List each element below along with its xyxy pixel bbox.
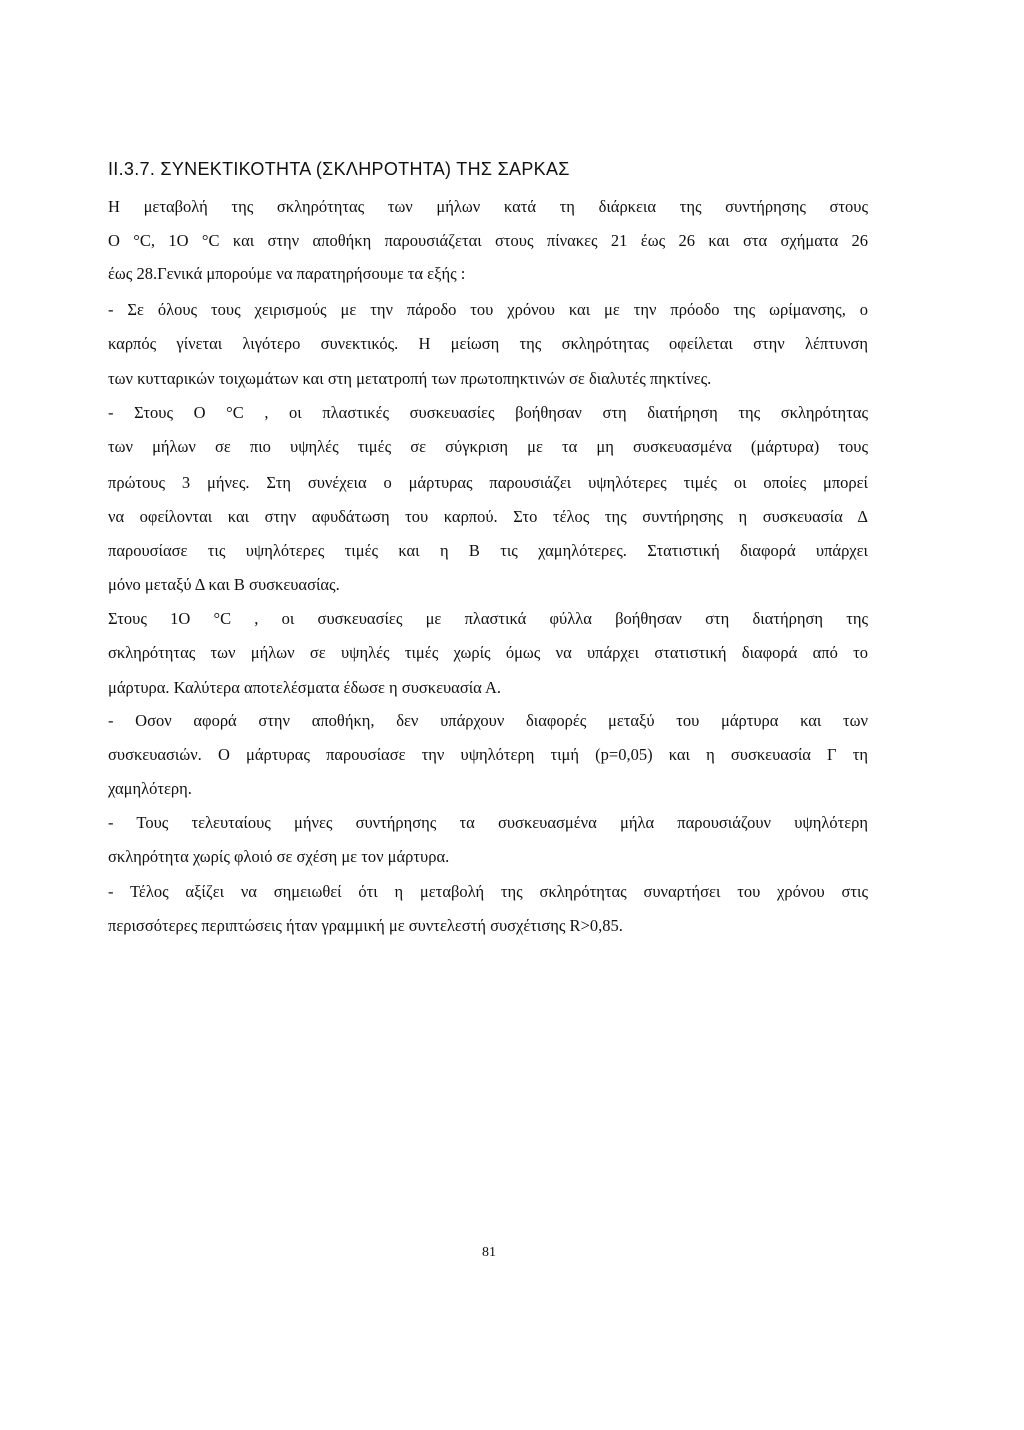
paragraph-line: - Σε όλους τους χειρισμούς με την πάροδο του χρόνου και με την πρόοδο της ωρίμανσης, ο xyxy=(108,300,868,319)
paragraph-line: πρώτους 3 μήνες. Στη συνέχεια ο μάρτυρας παρουσιάζει υψηλότερες τιμές οι οποίες μπορεί xyxy=(108,473,868,492)
paragraph-line: - Στους Ο °C , οι πλαστικές συσκευασίες βοήθησαν στη διατήρηση της σκληρότητας xyxy=(108,403,868,422)
paragraph-line: μόνο μεταξύ Δ και Β συσκευασίας. xyxy=(108,575,340,594)
paragraph-line: Ο °C, 1Ο °C και στην αποθήκη παρουσιάζεται στους πίνακες 21 έως 26 και στα σχήματα 26 xyxy=(108,231,868,250)
paragraph-line: μάρτυρα. Καλύτερα αποτελέσματα έδωσε η συσκευασία Α. xyxy=(108,678,502,697)
paragraph-line: σκληρότητα χωρίς φλοιό σε σχέση με τον μάρτυρα. xyxy=(108,847,450,866)
paragraph-line: συσκευασιών. Ο μάρτυρας παρουσίασε την υψηλότερη τιμή (p=0,05) και η συσκευασία Γ τη xyxy=(108,745,868,764)
paragraph-line: Στους 1Ο °C , οι συσκευασίες με πλαστικά φύλλα βοήθησαν στη διατήρηση της xyxy=(108,609,868,628)
paragraph-line: περισσότερες περιπτώσεις ήταν γραμμική με συντελεστή συσχέτισης R>0,85. xyxy=(108,916,623,935)
paragraph-line: καρπός γίνεται λιγότερο συνεκτικός. Η μείωση της σκληρότητας οφείλεται στην λέπτυνση xyxy=(108,334,868,353)
section-heading: II.3.7. ΣΥΝΕΚΤΙΚΟΤΗΤΑ (ΣΚΛΗΡΟΤΗΤΑ) ΤΗΣ ΣΑΡΚΑΣ xyxy=(108,159,570,179)
paragraph-line: έως 28.Γενικά μπορούμε να παρατηρήσουμε τα εξής : xyxy=(108,264,466,283)
page-number: 81 xyxy=(482,1245,496,1260)
paragraph-line: χαμηλότερη. xyxy=(108,779,192,798)
paragraph-line: σκληρότητας των μήλων σε υψηλές τιμές χωρίς όμως να υπάρχει στατιστική διαφορά από το xyxy=(108,643,868,662)
paragraph-line: - Τέλος αξίζει να σημειωθεί ότι η μεταβολή της σκληρότητας συναρτήσει του χρόνου στις xyxy=(108,882,868,901)
paragraph-line: των μήλων σε πιο υψηλές τιμές σε σύγκριση με τα μη συσκευασμένα (μάρτυρα) τους xyxy=(108,437,868,456)
paragraph-line: - Τους τελευταίους μήνες συντήρησης τα συσκευασμένα μήλα παρουσιάζουν υψηλότερη xyxy=(108,813,868,832)
paragraph-line: να οφείλονται και στην αφυδάτωση του καρπού. Στο τέλος της συντήρησης η συσκευασία Δ xyxy=(108,507,868,526)
paragraph-line: των κυτταρικών τοιχωμάτων και στη μετατροπή των πρωτοπηκτινών σε διαλυτές πηκτίνες. xyxy=(108,369,712,388)
paragraph-line: Η μεταβολή της σκληρότητας των μήλων κατά τη διάρκεια της συντήρησης στους xyxy=(108,197,868,216)
paragraph-line: παρουσίασε τις υψηλότερες τιμές και η Β τις χαμηλότερες. Στατιστική διαφορά υπάρχει xyxy=(108,541,868,560)
paragraph-line: - Οσον αφορά στην αποθήκη, δεν υπάρχουν διαφορές μεταξύ του μάρτυρα και των xyxy=(108,711,868,730)
